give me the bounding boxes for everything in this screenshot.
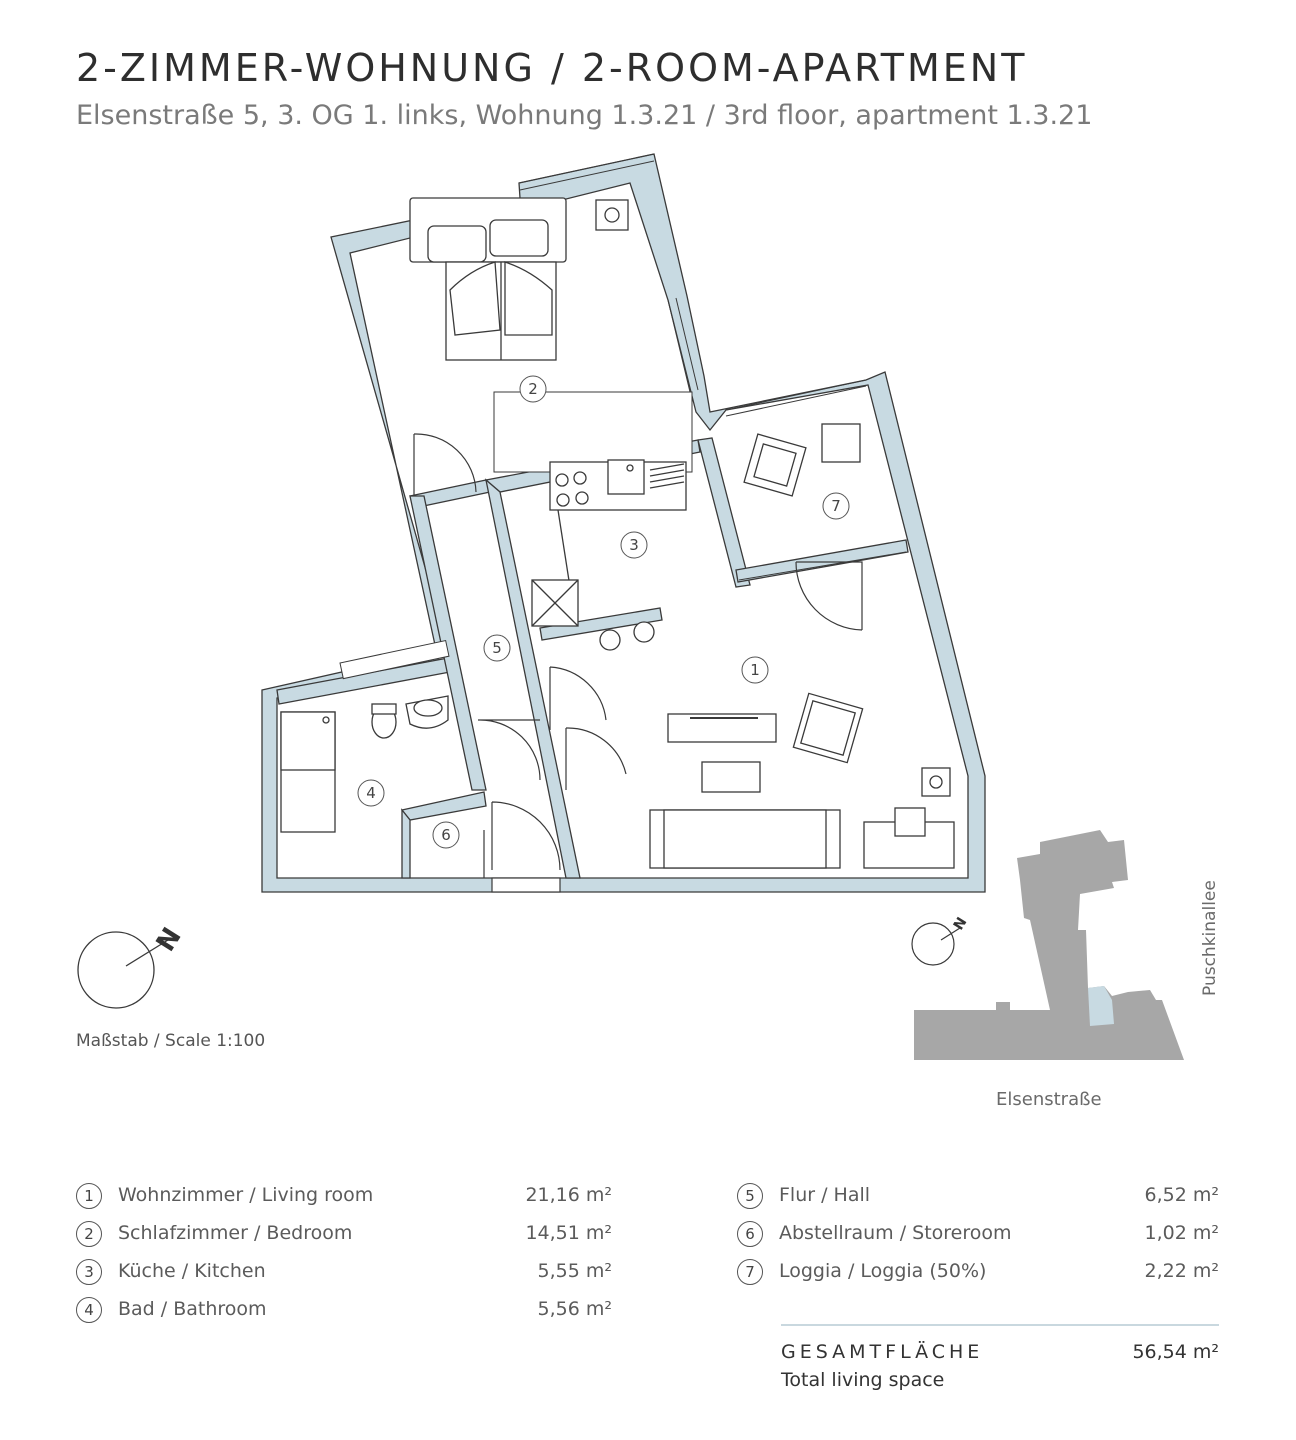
room-number: 1: [76, 1183, 102, 1209]
room-area: 2,22 m²: [1144, 1260, 1219, 1282]
room-label-3: 3: [629, 536, 639, 554]
street-label-elsenstrasse: Elsenstraße: [996, 1089, 1102, 1110]
room-number: 2: [76, 1221, 102, 1247]
list-item: [76, 1220, 612, 1258]
page-title: 2-ZIMMER-WOHNUNG / 2-ROOM-APARTMENT: [76, 46, 1028, 90]
site-north-label: N: [950, 914, 971, 934]
total-divider: [781, 1324, 1219, 1326]
room-name: Küche / Kitchen: [118, 1260, 266, 1282]
scale-label: Maßstab / Scale 1:100: [76, 1031, 266, 1051]
room-list-left: [76, 1182, 612, 1334]
room-area: 21,16 m²: [525, 1184, 612, 1206]
room-label-1: 1: [750, 661, 760, 679]
room-label-7: 7: [831, 497, 841, 515]
list-item: [76, 1182, 612, 1220]
list-item: [76, 1296, 612, 1334]
room-name: Flur / Hall: [779, 1184, 871, 1206]
room-area: 6,52 m²: [1144, 1184, 1219, 1206]
room-list-right: [737, 1182, 1219, 1296]
room-area: 5,55 m²: [537, 1260, 612, 1282]
stove-bedroom: [596, 200, 628, 230]
room-number: 5: [737, 1183, 763, 1209]
bed: [410, 198, 566, 360]
street-label-puschkinallee: Puschkinallee: [1200, 880, 1220, 996]
room-area: 1,02 m²: [1144, 1222, 1219, 1244]
room-number: 3: [76, 1259, 102, 1285]
room-number: 6: [737, 1221, 763, 1247]
room-label-2: 2: [528, 380, 538, 398]
room-name: Loggia / Loggia (50%): [779, 1260, 987, 1282]
room-label-5: 5: [492, 639, 502, 657]
total-area: 56,54 m²: [1132, 1341, 1219, 1363]
room-name: Schlafzimmer / Bedroom: [118, 1222, 353, 1244]
total-sublabel: Total living space: [781, 1369, 945, 1391]
room-name: Abstellraum / Storeroom: [779, 1222, 1012, 1244]
room-name: Bad / Bathroom: [118, 1298, 267, 1320]
room-label-6: 6: [441, 826, 451, 844]
room-number: 4: [76, 1297, 102, 1323]
room-name: Wohnzimmer / Living room: [118, 1184, 374, 1206]
room-area: 5,56 m²: [537, 1298, 612, 1320]
living-furniture: [650, 693, 954, 868]
site-compass-icon: [912, 923, 960, 965]
list-item: [737, 1258, 1219, 1296]
page-subtitle: Elsenstraße 5, 3. OG 1. links, Wohnung 1.3.21 / 3rd floor, apartment 1.3.21: [76, 100, 1093, 131]
list-item: [737, 1182, 1219, 1220]
north-label: N: [150, 922, 188, 957]
list-item: [737, 1220, 1219, 1258]
room-area: 14,51 m²: [525, 1222, 612, 1244]
total-label: GESAMTFLÄCHE: [781, 1341, 984, 1363]
room-label-4: 4: [366, 784, 376, 802]
list-item: [76, 1258, 612, 1296]
loggia-furniture: [744, 424, 860, 496]
room-number: 7: [737, 1259, 763, 1285]
